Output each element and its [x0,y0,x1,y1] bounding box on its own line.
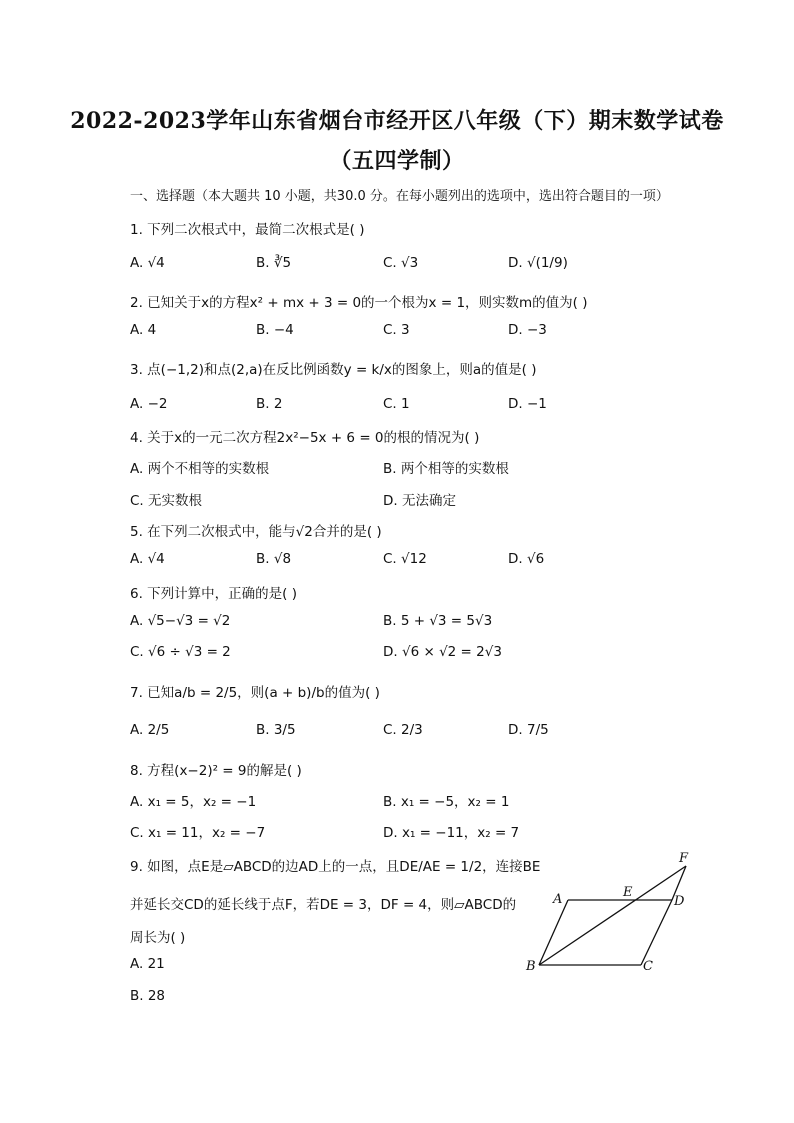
q4-option-a: A. 两个不相等的实数根 [130,461,270,477]
q5-option-d: D. √6 [508,551,545,567]
q9-option-a: A. 21 [130,956,165,972]
exam-title: 2022-2023学年山东省烟台市经开区八年级（下）期末数学试卷 [70,108,724,134]
q4-option-b: B. 两个相等的实数根 [383,461,509,477]
q8-option-c: C. x₁ = 11，x₂ = −7 [130,825,266,841]
q2-option-d: D. −3 [508,322,547,338]
edge-dc [641,900,672,965]
q8-option-a: A. x₁ = 5，x₂ = −1 [130,794,257,810]
q8-option-d: D. x₁ = −11，x₂ = 7 [383,825,520,841]
q6-option-a: A. √5−√3 = √2 [130,613,231,629]
q5-option-c: C. √12 [383,551,427,567]
question-9: 9. 如图，点E是▱ABCD的边AD上的一点，且DE/AE = 1/2，连接BE [130,859,541,875]
question-3: 3. 点(−1,2)和点(2,a)在反比例函数y = k/x的图象上，则a的值是( ) [130,362,537,378]
parallelogram-figure [520,845,700,980]
question-4: 4. 关于x的一元二次方程2x²−5x + 6 = 0的根的情况为( ) [130,430,480,446]
q7-option-d: D. 7/5 [508,722,549,738]
label-e: E [623,885,633,900]
q4-option-c: C. 无实数根 [130,493,203,509]
q5-option-b: B. √8 [256,551,292,567]
q2-option-b: B. −4 [256,322,294,338]
q1-option-c: C. √3 [383,255,419,271]
question-2: 2. 已知关于x的方程x² + mx + 3 = 0的一个根为x = 1，则实数m的值为( ) [130,295,588,311]
q2-option-c: C. 3 [383,322,410,338]
q1-option-a: A. √4 [130,255,165,271]
q1-option-b: B. ∛5 [256,255,292,271]
q7-option-b: B. 3/5 [256,722,296,738]
q3-option-c: C. 1 [383,396,410,412]
q7-option-a: A. 2/5 [130,722,170,738]
q3-option-a: A. −2 [130,396,168,412]
q1-option-d: D. √(1/9) [508,255,568,271]
q2-option-a: A. 4 [130,322,157,338]
label-a: A [553,892,563,907]
q3-option-d: D. −1 [508,396,547,412]
q3-option-b: B. 2 [256,396,283,412]
q6-option-c: C. √6 ÷ √3 = 2 [130,644,231,660]
question-9-line-3: 周长为( ) [130,930,186,946]
question-6: 6. 下列计算中，正确的是( ) [130,586,297,602]
question-7: 7. 已知a/b = 2/5，则(a + b)/b的值为( ) [130,685,380,701]
q8-option-b: B. x₁ = −5，x₂ = 1 [383,794,510,810]
exam-subtitle: （五四学制） [329,148,465,174]
q6-option-d: D. √6 × √2 = 2√3 [383,644,502,660]
label-c: C [643,959,653,974]
q4-option-d: D. 无法确定 [383,493,456,509]
question-8: 8. 方程(x−2)² = 9的解是( ) [130,763,302,779]
section-heading: 一、选择题（本大题共 10 小题，共30.0 分。在每小题列出的选项中，选出符合题目的一项） [130,189,669,204]
question-1: 1. 下列二次根式中，最简二次根式是( ) [130,222,365,238]
q7-option-c: C. 2/3 [383,722,423,738]
q5-option-a: A. √4 [130,551,165,567]
question-9-line-2: 并延长交CD的延长线于点F，若DE = 3，DF = 4，则▱ABCD的 [130,897,517,913]
q6-option-b: B. 5 + √3 = 5√3 [383,613,493,629]
question-5: 5. 在下列二次根式中，能与√2合并的是( ) [130,524,382,540]
label-b: B [526,959,536,974]
q9-option-b: B. 28 [130,988,166,1004]
label-d: D [674,894,685,909]
label-f: F [679,851,689,866]
